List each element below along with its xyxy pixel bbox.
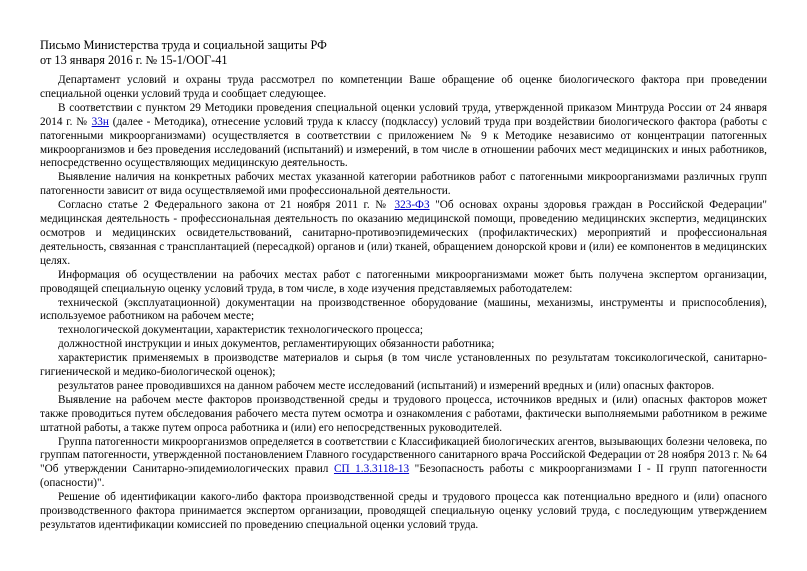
paragraph-text: Согласно статье 2 Федерального закона от 21 ноября 2011 г. № — [58, 199, 395, 212]
paragraph — [40, 171, 767, 199]
paragraph-text: должностной инструкции и иных документов, регламентирующих обязанности работника; — [58, 338, 495, 351]
paragraph-text: (далее - Методика), отнесение условий труда к классу (подклассу) условий труда при воздействии биологического фактора (работы с патогенными микроорганизмами) осуществляется в соответствии с приложением № 9 к Методике независимо от концентрации патогенных микроорганизмов и без проведения исследований (испытаний) и измерений, в том числе в отношении рабочих мест медицинских и иных работников, непосредственно осуществляющих медицинскую деятельность. — [40, 115, 767, 170]
paragraph — [40, 297, 767, 325]
document-title: Письмо Министерства труда и социальной защиты РФ — [40, 38, 327, 52]
document-link[interactable]: 323-ФЗ — [394, 199, 430, 212]
paragraph — [40, 352, 767, 380]
paragraph — [40, 74, 767, 102]
paragraph — [40, 269, 767, 297]
paragraph-text: В соответствии с пунктом 29 Методики проведения специальной оценки условий труда, утвержденной приказом Минтруда России от 24 января 2014 г. № — [40, 101, 767, 128]
document-date: от 13 января 2016 г. № 15-1/ООГ-41 — [40, 52, 228, 67]
paragraph — [40, 436, 767, 492]
paragraph-text: Выявление на рабочем месте факторов производственной среды и трудового процесса, источников вредных и (или) опасных факторов может также проводиться путем обследования рабочего места путем осмотра и ознакомления с работами, фактически выполняемыми работником в режиме штатной работы, а также путем опроса работника и (или) его непосредственных руководителей. — [40, 393, 767, 434]
paragraph — [40, 199, 767, 269]
paragraph-text: "Об основах охраны здоровья граждан в Российской Федерации" медицинская деятельность - профессиональная деятельность по оказанию медицинской помощи, проведению медицинских экспертиз, медицинских осмотров и медицинских освидетельствований, санитарно-противоэпидемических (профилактических) мероприятий и профессиональная деятельность, связанная с трансплантацией (пересадкой) органов и (или) тканей, обращением донорской крови и (или) ее компонентов в медицинских целях. — [40, 199, 767, 267]
paragraph-text: Информация об осуществлении на рабочих местах работ с патогенными микроорганизмами может быть получена экспертом организации, проводящей специальную оценку условий труда, в том числе, в ходе изучения представляемых работодателем: — [40, 268, 767, 295]
document-header — [40, 38, 327, 67]
paragraph — [40, 394, 767, 436]
paragraph — [40, 380, 767, 394]
paragraph-text: Группа патогенности микроорганизмов определяется в соответствии с Классификацией биологических агентов, вызывающих болезни человека, по группам патогенности, утвержденной постановлением Главного государственного санитарного врача Российской Федерации от 28 ноября 2013 г. № 64 "Об утверждении Санитарно-эпидемиологических правил — [40, 435, 767, 476]
paragraph-text: технологической документации, характеристик технологического процесса; — [58, 324, 423, 337]
paragraph — [40, 324, 767, 338]
document-link[interactable]: СП 1.3.3118-13 — [333, 463, 410, 476]
paragraph-text: характеристик применяемых в производстве материалов и сырья (в том числе установленных по результатам токсикологической, санитарно-гигиенической и медико-биологической оценок); — [40, 352, 767, 379]
paragraph-text: результатов ранее проводившихся на данном рабочем месте исследований (испытаний) и измерений вредных и (или) опасных факторов. — [58, 379, 715, 392]
document-link[interactable]: 33н — [91, 115, 109, 128]
paragraph-text: Выявление наличия на конкретных рабочих местах указанной категории работников работ с патогенными микроорганизмами различных групп патогенности зависит от вида осуществляемой ими профессиональной деятельности. — [40, 171, 767, 198]
paragraph-text: Департамент условий и охраны труда рассмотрел по компетенции Ваше обращение об оценке биологического фактора при проведении специальной оценки условий труда и сообщает следующее. — [40, 74, 767, 100]
paragraph-text: технической (эксплуатационной) документации на производственное оборудование (машины, механизмы, инструменты и приспособления), используемое работником на рабочем месте; — [40, 296, 767, 323]
paragraph — [40, 338, 767, 352]
paragraph-text: Решение об идентификации какого-либо фактора производственной среды и трудового процесса как потенциально вредного и (или) опасного производственного фактора принимается экспертом организации, проводящей специальную оценку условий труда, с последующим утверждением результатов идентификации комиссией по проведению специальной оценки условий труда. — [40, 491, 767, 531]
paragraph-text: "Безопасность работы с микроорганизмами I - II групп патогенности (опасности)". — [40, 463, 768, 490]
paragraph — [40, 102, 767, 172]
document-body — [40, 74, 767, 533]
paragraph — [40, 491, 767, 533]
